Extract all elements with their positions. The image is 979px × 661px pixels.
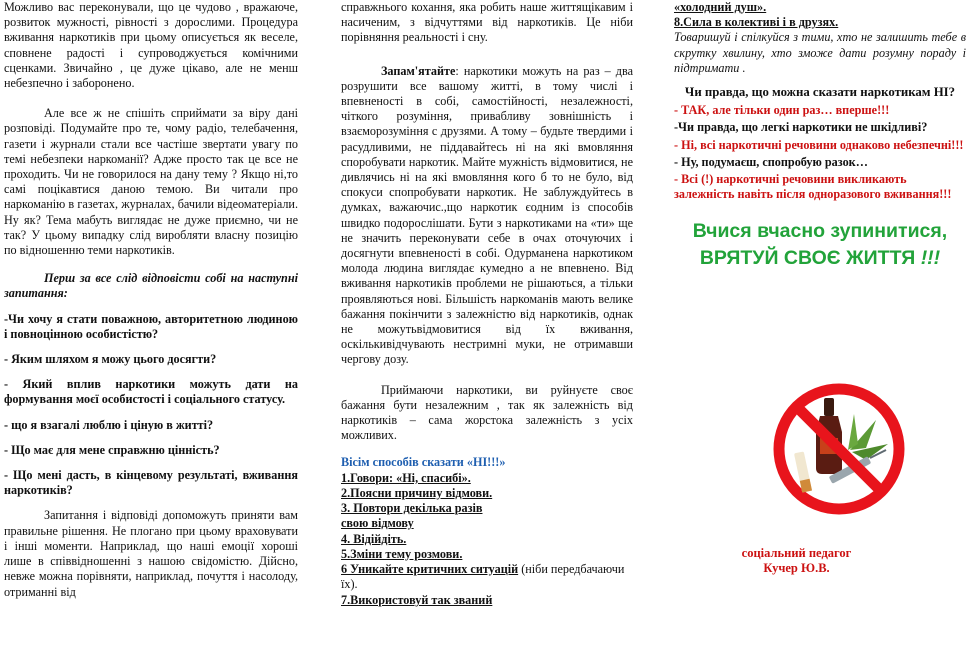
column-left xyxy=(4,0,298,661)
media-paragraph: Але все ж не спішіть сприймати за віру дані розповіді. Подумайте про те, чому радіо, телебачення, газети і журнали стали все частіше звертати увагу по темі небезпеки наркоманії? Адже просто так це все не проходить. Чи не говорилося на дану тему ? Якщо ні,то самі поцікавтися даною темою. Ви читали про наркоманію в газетах, журналах, бачили відеоматеріали. Ну як? Тема мабуть виглядає не дуже приємно, чи не так? У цьому випадку слід виробляти власну позицію по відношенню теми наркотиків. xyxy=(4,106,298,258)
way-item: 7.Використовуй так званий xyxy=(341,593,493,608)
way-item xyxy=(341,562,633,592)
signature-block xyxy=(674,546,919,576)
column-right xyxy=(674,0,966,661)
question-item: - Що мені дасть, в кінцевому результаті, вживання наркотиків? xyxy=(4,468,298,498)
quiz-item: -Чи правда, що легкі наркотики не шкідливі? xyxy=(674,120,928,135)
questions-list xyxy=(4,312,298,499)
quiz-list xyxy=(674,103,966,202)
way-6-note: (ніби передбачаючи їх). xyxy=(341,561,625,592)
question-item: - Що має для мене справжню цінність? xyxy=(4,442,220,457)
way-item: 1.Говори: «Ні, спасибі». xyxy=(341,470,471,485)
intro-paragraph: Можливо вас переконували, що це чудово , вражаюче, розвиток мужності, рівності з дорослими. Процедура вживання наркотиків при цьому описується як веселе, сповнене радості і супроводжується комічними сценками. Звичайно , це дуже цікаво, але не менш небезпечно і заборонено. xyxy=(4,0,298,91)
way-item: 5.Зміни тему розмови. xyxy=(341,546,463,561)
way-item: 4. Відійдіть. xyxy=(341,531,407,546)
slogan-line-2-text: ВРЯТУЙ СВОЄ ЖИТТЯ xyxy=(699,247,916,270)
love-paragraph: справжнього кохання, яка робить наше життящікавим і насиченим, з відчуттями від наркотиків. Це ніби порівняння реальності і сну. xyxy=(341,0,633,45)
column-middle xyxy=(341,0,633,661)
author-name: Кучер Ю.В. xyxy=(763,561,830,575)
slogan xyxy=(674,218,966,272)
quiz-item: - Всі (!) наркотичні речовини викликають залежність навіть після одноразового вживання!!! xyxy=(674,172,952,202)
question-item: - що я взагалі люблю і ціную в житті? xyxy=(4,417,214,432)
slogan-exclamations: !!! xyxy=(920,247,941,270)
author-role: соціальний педагог xyxy=(741,546,852,560)
remember-text: : наркотики можуть на раз – два розрушити все вашому житті, в тому числі і впевненості в собі, самостійності, незалежності, чіткого розуміння, привабливу зовнішність і взаєморозуміння с друзями. А тому – будьте твердими і расудливими, не піддавайтесь ні на які вмовляння споробувати наркотик. Майте мужність відмовитися, не дивлячись ні на які вмовляння кого б то не було, від спокуси спопробувати наркотик. Не заблуждуйтесь в думках, важаючис.,що наркотик єодним із способів швидко подорослішати. Бути з наркотиками на «ти» ще не значить переконувати себе в очах оточуючих і досягнути впевненості в собі. Одурманена наркотиком молода людина виглядає кумедно а не впевнено. Від вживання наркотиків проблеми не рішаються, а тільки проявляються нові. Більшість наркоманів мають велике бажання покінчити з залежністю від наркотиків, однак не можутьвідмовитися від їх вживання, оскількивідчувають нестримні муки, не отримавши чергову дозу. xyxy=(341,63,633,367)
quiz-item: - Ну, подумаєш, спопробую разок… xyxy=(674,154,868,169)
question-item: - Який вплив наркотики можуть дати на формування моєї особистості і соціального статусу. xyxy=(4,377,298,407)
independence-paragraph: Приймаючи наркотики, ви руйнуєте своє бажання бути незалежним , так як залежність від наркотиків – сама жорстока залежність з усіх можливих. xyxy=(341,382,633,443)
quiz-title: Чи правда, що можна сказати наркотикам НІ? xyxy=(684,85,956,100)
remember-label: Запам'ятайте xyxy=(381,63,456,78)
way-item: свою відмову xyxy=(341,516,414,531)
cold-shower-text: «холодний душ». xyxy=(674,0,767,14)
slogan-line-2 xyxy=(674,245,966,272)
ways-title: Вісім способів сказати «НІ!!!» xyxy=(341,455,506,470)
way-6-label: 6 Уникайте критичних ситуацій xyxy=(341,561,519,576)
ways-list xyxy=(341,471,633,609)
remember-paragraph xyxy=(341,64,633,368)
friends-tip: Товаришуй і спілкуйся з тими, хто не залишить тебе в скрутку хвилину, хто зможе дати розумну пораду і підтримати . xyxy=(674,30,966,75)
quiz-item: - ТАК, але тільки один раз… вперше!!! xyxy=(674,103,890,118)
way-8-item: 8.Сила в колективі і в друзях. xyxy=(674,15,839,30)
way-item: 3. Повтори декілька разів xyxy=(341,501,483,516)
quiz-item: - Ні, всі наркотичні речовини однаково небезпечні!!! xyxy=(674,137,964,152)
question-item: - Яким шляхом я можу цього досягти? xyxy=(4,352,217,367)
slogan-line-1: Вчися вчасно зупинитися, xyxy=(692,220,948,243)
decision-paragraph: Запитання і відповіді допоможуть приняти вам правильне рішення. Не плогано при цьому враховувати і інші моменти. Наприклад, що наші емоції хороші лише в співвідношенні з нашою свідомістю. Дійсно, невже можна порівняти, наприклад, почуття і насолоду, отриманні від xyxy=(4,508,298,599)
no-drugs-prohibition-icon xyxy=(770,380,908,518)
questions-prompt: Перш за все слід відповісти собі на наступні запитання: xyxy=(4,271,298,301)
question-item: -Чи хочу я стати поважною, авторитетною людиною і повноцінною особистістю? xyxy=(4,311,298,341)
way-item: 2.Поясни причину відмови. xyxy=(341,485,493,500)
